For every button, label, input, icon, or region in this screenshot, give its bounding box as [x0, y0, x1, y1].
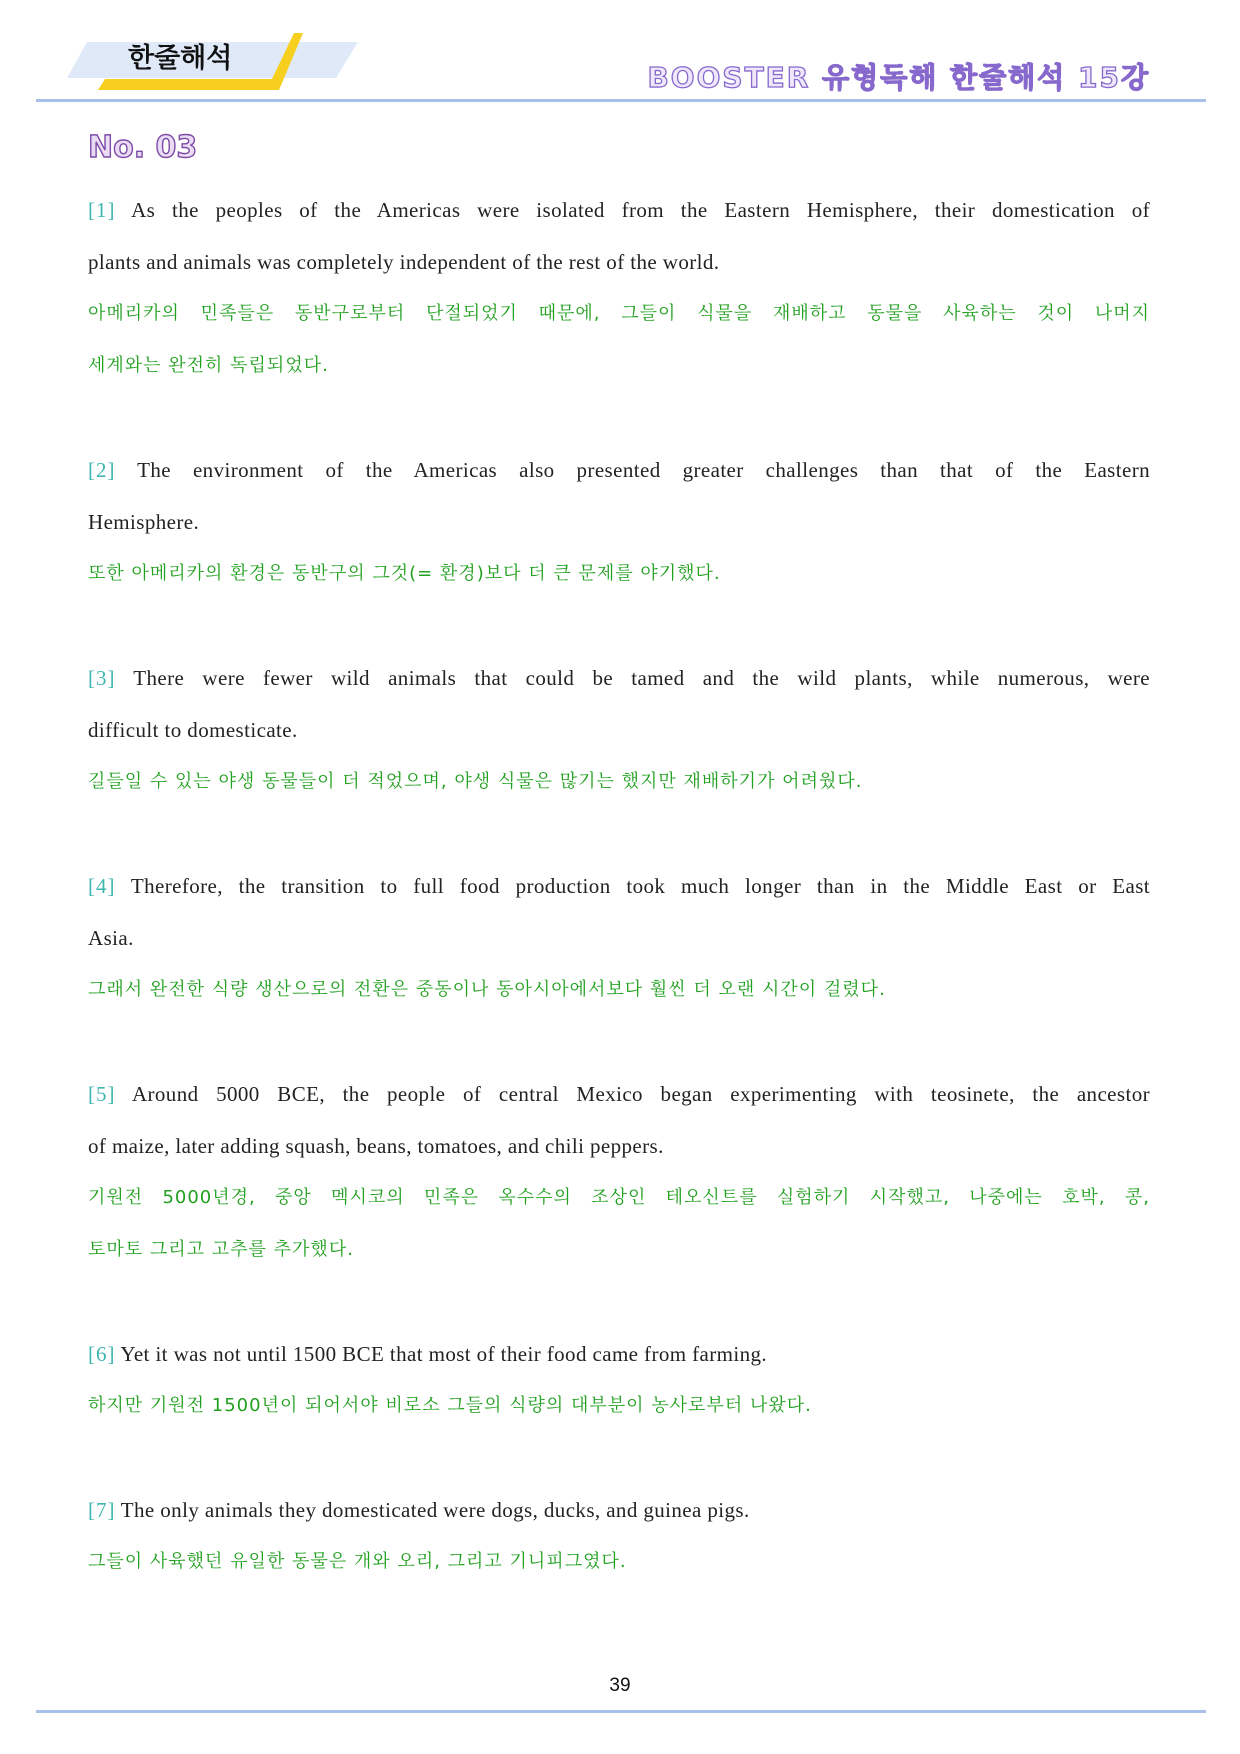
header-divider	[36, 99, 1206, 102]
korean-translation-line	[88, 1380, 1150, 1432]
english-line	[88, 704, 1150, 756]
korean-text: 그들이 사육했던 유일한 동물은 개와 오리, 그리고 기니피그였다.	[88, 1551, 627, 1572]
korean-text: 그래서 완전한 식량 생산으로의 전환은 중동이나 동아시아에서보다 훨씬 더 오랜 시간이 걸렸다.	[88, 979, 886, 1000]
korean-text: 아메리카의 민족들은 동반구로부터 단절되었기 때문에, 그들이 식물을 재배하고 동물을 사육하는 것이 나머지	[88, 303, 1150, 324]
english-line	[88, 496, 1150, 548]
sentence-marker: [5]	[88, 1082, 116, 1106]
header-title: BOOSTER 유형독해 한줄해석 15강	[647, 61, 1150, 94]
sentence-block	[88, 184, 1150, 392]
korean-translation-line	[88, 288, 1150, 340]
english-text: There were fewer wild animals that could be tamed and the wild plants, while numerous, were	[133, 666, 1150, 690]
english-line	[88, 1068, 1150, 1120]
sentence-block	[88, 1068, 1150, 1276]
sentence-block	[88, 1328, 1150, 1432]
english-text: Hemisphere.	[88, 510, 200, 534]
sentence-marker: [1]	[88, 198, 116, 222]
korean-text: 또한 아메리카의 환경은 동반구의 그것(= 환경)보다 더 큰 문제를 야기했다.	[88, 563, 721, 584]
english-line	[88, 652, 1150, 704]
english-text: Asia.	[88, 926, 134, 950]
english-line	[88, 1120, 1150, 1172]
sentence-block	[88, 1484, 1150, 1588]
sentence-marker: [7]	[88, 1498, 116, 1522]
page-number: 39	[609, 1675, 631, 1696]
korean-text: 하지만 기원전 1500년이 되어서야 비로소 그들의 식량의 대부분이 농사로부터 나왔다.	[88, 1395, 812, 1416]
korean-text: 토마토 그리고 고추를 추가했다.	[88, 1239, 354, 1260]
english-text: of maize, later adding squash, beans, tomatoes, and chili peppers.	[88, 1134, 664, 1158]
english-text: Around 5000 BCE, the people of central Mexico began experimenting with teosinete, the ancestor	[131, 1082, 1150, 1106]
english-text: The only animals they domesticated were dogs, ducks, and guinea pigs.	[120, 1498, 750, 1522]
section-number: No. 03	[88, 130, 198, 165]
korean-translation-line	[88, 1172, 1150, 1224]
korean-translation-line	[88, 964, 1150, 1016]
sentence-marker: [6]	[88, 1342, 116, 1366]
english-text: difficult to domesticate.	[88, 718, 298, 742]
sentence-marker: [3]	[88, 666, 116, 690]
korean-translation-line	[88, 756, 1150, 808]
korean-translation-line	[88, 1536, 1150, 1588]
sentence-list	[88, 184, 1150, 1640]
sentence-block	[88, 652, 1150, 808]
english-line	[88, 444, 1150, 496]
sentence-marker: [4]	[88, 874, 116, 898]
english-line	[88, 860, 1150, 912]
korean-translation-line	[88, 340, 1150, 392]
english-line	[88, 1328, 1150, 1380]
english-line	[88, 1484, 1150, 1536]
korean-translation-line	[88, 548, 1150, 600]
korean-translation-line	[88, 1224, 1150, 1276]
korean-text: 기원전 5000년경, 중앙 멕시코의 민족은 옥수수의 조상인 테오신트를 실험하기 시작했고, 나중에는 호박, 콩,	[88, 1187, 1150, 1208]
footer-divider	[36, 1710, 1206, 1713]
english-line	[88, 236, 1150, 288]
header-tab-label: 한줄해석	[128, 43, 233, 74]
english-text: plants and animals was completely independent of the rest of the world.	[88, 250, 720, 274]
sentence-block	[88, 444, 1150, 600]
english-text: The environment of the Americas also presented greater challenges than that of the Eastern	[137, 458, 1150, 482]
english-line	[88, 184, 1150, 236]
sentence-marker: [2]	[88, 458, 116, 482]
english-line	[88, 912, 1150, 964]
korean-text: 세계와는 완전히 독립되었다.	[88, 355, 329, 376]
english-text: Yet it was not until 1500 BCE that most of their food came from farming.	[120, 1342, 768, 1366]
english-text: As the peoples of the Americas were isolated from the Eastern Hemisphere, their domestication of	[131, 198, 1150, 222]
english-text: Therefore, the transition to full food production took much longer than in the Middle East or East	[130, 874, 1150, 898]
sentence-block	[88, 860, 1150, 1016]
korean-text: 길들일 수 있는 야생 동물들이 더 적었으며, 야생 식물은 많기는 했지만 재배하기가 어려웠다.	[88, 771, 863, 792]
